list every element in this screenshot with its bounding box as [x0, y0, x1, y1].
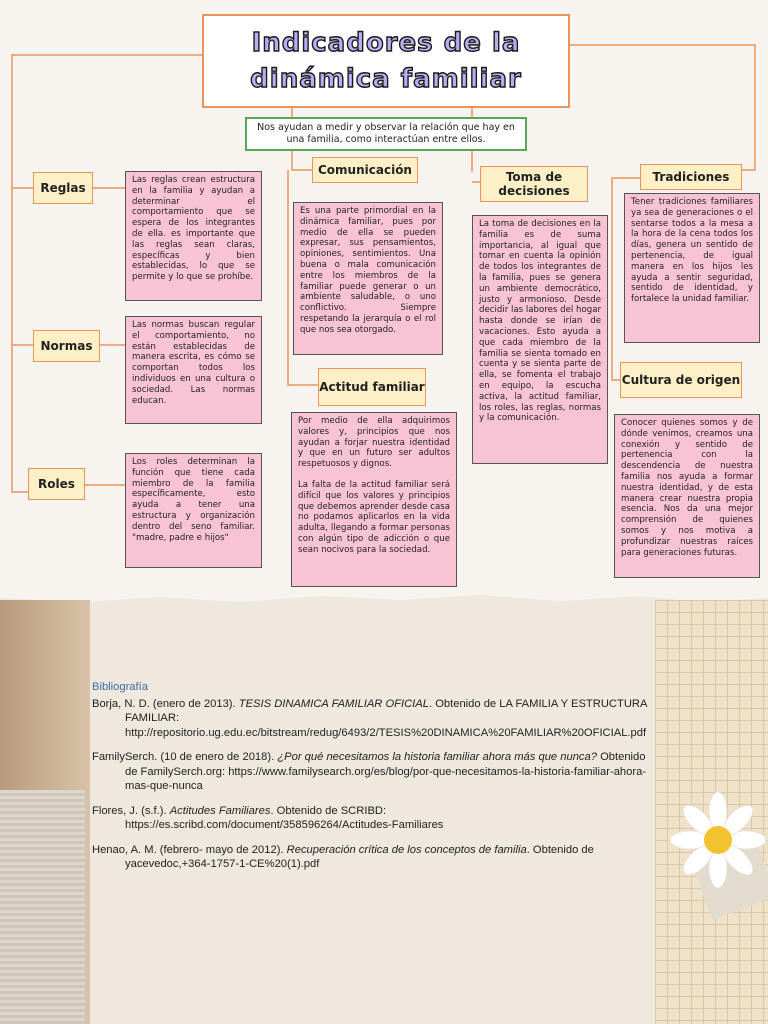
desc-cultura-de-origen: Conocer quienes somos y de dónde venimos, creamos una conexión y sentido de pertenencia con la descendencia de nuestra familia nos ayuda a formar nuestra identidad, y de esta manera crear nuestra propia esencia. Nos da una mejor comprensión de quienes somos y nos motiva a profundizar nuestras raíces para generaciones futuras.: [614, 414, 760, 578]
desc-actitud-familiar: [291, 412, 457, 587]
bibliography-heading: Bibliografía: [92, 681, 148, 693]
entry-source: Obtenido de FamilySerch.org: https://www.familysearch.org/es/blog/por-que-necesitamos-la-historia-familiar-ahora-mas-que-nunca: [125, 751, 647, 792]
node-reglas: Reglas: [33, 172, 93, 204]
node-comunicacion: Comunicación: [312, 157, 418, 183]
desc-roles: Los roles determinan la función que tiene cada miembro de la familia específicamente, esto ayuda a tener una estructura y organización dentro del seno familiar. "madre, padre e hijos": [125, 453, 262, 568]
desc-tradiciones: Tener tradiciones familiares ya sea de generaciones o el sentarse todos a la mesa a la hora de la cena todos los días, genera un sentido de pertenencia, de igual manera en los hijos les ayuda a sentir seguridad, sentido de identidad, y fortalece la unidad familiar.: [624, 193, 760, 343]
bibliography: [92, 680, 652, 882]
desc-toma-de-decisiones: La toma de decisiones en la familia es de suma importancia, al igual que tomar en cuenta la opinión de todos los integrantes de la familia, pues se genera un ambiente democrático, justo y armonioso. Desde decidir las labores del hogar hasta donde se irían de vacaciones. Esto ayuda a que cada miembro de la familia se sienta tomado en cuenta y se sienta parte de ella, se fomenta el trabajo en equipo, la escucha activa, la actitud familiar, los roles, las reglas, normas y la comunicación.: [472, 215, 608, 464]
entry-source: . Obtenido de SCRIBD: https://es.scribd.com/document/358596264/Actitudes-Familiares: [125, 804, 444, 831]
entry-title: Actitudes Familiares: [169, 804, 271, 817]
entry-source: . Obtenido de LA FAMILIA Y ESTRUCTURA FAMILIAR: http://repositorio.ug.edu.ec/bitstream/redug/6493/2/TESIS%20DINAMICA%20FAMILIAR%20OFICIAL.pdf: [125, 697, 647, 739]
bibliography-entry: [92, 750, 652, 794]
desc-normas: Las normas buscan regular el comportamiento, no están establecidas de manera escrita, es cómo se comportan todos los individuos en una cultura o sociedad. Las normas educan.: [125, 316, 262, 424]
desc-actitud-p2: La falta de la actitud familiar será difícil que los valores y principios que debemos aprender desde casa no podamos aplicarlos en la vida adulta, llegando a formar personas con algún tipo de adicción o que sean nocivos para la sociedad.: [298, 479, 450, 555]
node-roles: Roles: [28, 468, 85, 500]
bibliography-entry: [92, 697, 652, 741]
title-line-1: Indicadores de la: [251, 28, 521, 58]
node-tradiciones: Tradiciones: [640, 164, 742, 190]
desc-comunicacion: Es una parte primordial en la dinámica familiar, pues por medio de ella se pueden expresar, sus pensamientos, opiniones, sentimientos. Una buena o mala comunicación entre los miembros de la familiar puede generar o un ambiente saludable, o uno conflictivo. Siempre respetando la jerarquía o el rol que nos sea otorgado.: [293, 202, 443, 355]
entry-title: ¿Por qué necesitamos la historia familiar ahora más que nunca?: [277, 751, 597, 763]
node-toma-de-decisiones: Toma de decisiones: [480, 166, 588, 202]
entry-author: Borja, N. D. (enero de 2013).: [92, 697, 239, 710]
bibliography-entry: [92, 843, 652, 872]
desc-actitud-p1: Por medio de ella adquirimos valores y, principios que nos ayudan a forjar nuestra identidad y que en un futuro ser adultos respetuosos y dignos.: [298, 416, 450, 470]
subtitle-box: Nos ayudan a medir y observar la relación que hay en una familia, como interactúan entre ellos.: [245, 117, 527, 151]
entry-title: Recuperación crítica de los conceptos de familia: [286, 843, 527, 856]
entry-author: Henao, A. M. (febrero- mayo de 2012).: [92, 843, 287, 856]
entry-source: . Obtenido de yacevedoc,+364-1757-1-CE%20(1).pdf: [125, 843, 594, 870]
entry-title: TESIS DINAMICA FAMILIAR OFICIAL: [238, 697, 429, 710]
desc-reglas: Las reglas crean estructura en la familia y ayudan a determinar el comportamiento que se espera de los integrantes de ella. es importante que las reglas sean claras, específicas y bien establecidas, lo que se permite y lo que se prohíbe.: [125, 171, 262, 301]
node-cultura-de-origen: Cultura de origen: [620, 362, 742, 398]
node-normas: Normas: [33, 330, 100, 362]
daisy-flower-icon: [668, 790, 768, 890]
entry-author: FamilySerch. (10 de enero de 2018).: [92, 751, 278, 763]
torn-paper-edge: [0, 590, 768, 608]
bibliography-entries: [92, 697, 652, 872]
node-actitud-familiar: Actitud familiar: [318, 368, 426, 406]
title-line-2: dinámica familiar: [250, 64, 522, 94]
entry-author: Flores, J. (s.f.).: [92, 804, 170, 817]
title-box: [202, 14, 570, 108]
bibliography-entry: [92, 804, 652, 833]
newspaper-decoration: [0, 790, 85, 1024]
